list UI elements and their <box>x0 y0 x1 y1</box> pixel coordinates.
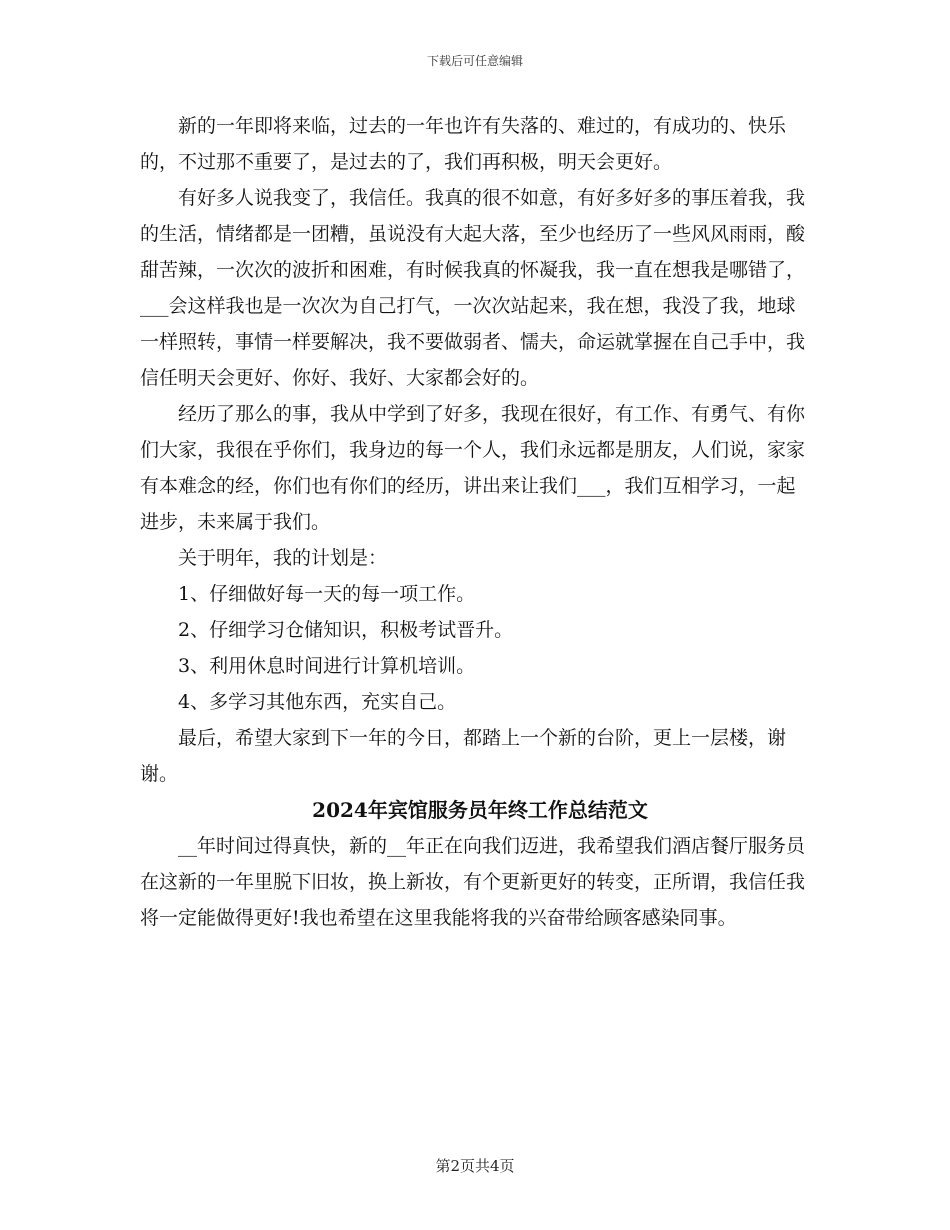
plan-item-1: 1、仔细做好每一天的每一项工作。 <box>178 583 476 605</box>
document-body <box>140 108 810 936</box>
page-header: 下载后可任意编辑 <box>426 54 523 68</box>
section-paragraph: __年时间过得真快，新的__年正在向我们迈进，我希望我们酒店餐厅服务员在这新的一年里脱下旧妆，换上新妆，有个更新更好的转变，正所谓，我信任我将一定能做得更好!我也希望在这里我能将我的兴奋带给顾客感染同事。 <box>140 835 806 929</box>
paragraph-closing: 最后，希望大家到下一年的今日，都踏上一个新的台阶，更上一层楼，谢谢。 <box>140 727 787 785</box>
paragraph-changes: 有好多人说我变了，我信任。我真的很不如意，有好多好多的事压着我，我的生活，情绪都是一团糟，虽说没有大起大落，至少也经历了一些风风雨雨，酸甜苦辣，一次次的波折和困难，有时候我真的怀凝我，我一直在想我是哪错了，___会这样我也是一次次为自己打气，一次次站起来，我在想，我没了我，地球一样照转，事情一样要解决，我不要做弱者、懦夫，命运就掌握在自己手中，我信任明天会更好、你好、我好、大家都会好的。 <box>140 187 806 389</box>
plan-item-4: 4、多学习其他东西，充实自己。 <box>178 691 457 713</box>
section-title: 2024年宾馆服务员年终工作总结范文 <box>312 798 648 822</box>
plan-item-2: 2、仔细学习仓储知识，积极考试晋升。 <box>178 619 514 641</box>
paragraph-experience: 经历了那么的事，我从中学到了好多，我现在很好，有工作、有勇气、有你们大家，我很在乎你们，我身边的每一个人，我们永远都是朋友，人们说，家家有本难念的经，你们也有你们的经历，讲出来让我们___，我们互相学习，一起进步，未来属于我们。 <box>140 403 806 533</box>
paragraph-intro: 新的一年即将来临，过去的一年也许有失落的、难过的，有成功的、快乐的，不过那不重要了，是过去的了，我们再积极，明天会更好。 <box>140 115 787 173</box>
plan-heading: 关于明年，我的计划是： <box>178 547 388 569</box>
page-footer: 第2页共4页 <box>435 1157 515 1175</box>
plan-item-3: 3、利用休息时间进行计算机培训。 <box>178 655 476 677</box>
